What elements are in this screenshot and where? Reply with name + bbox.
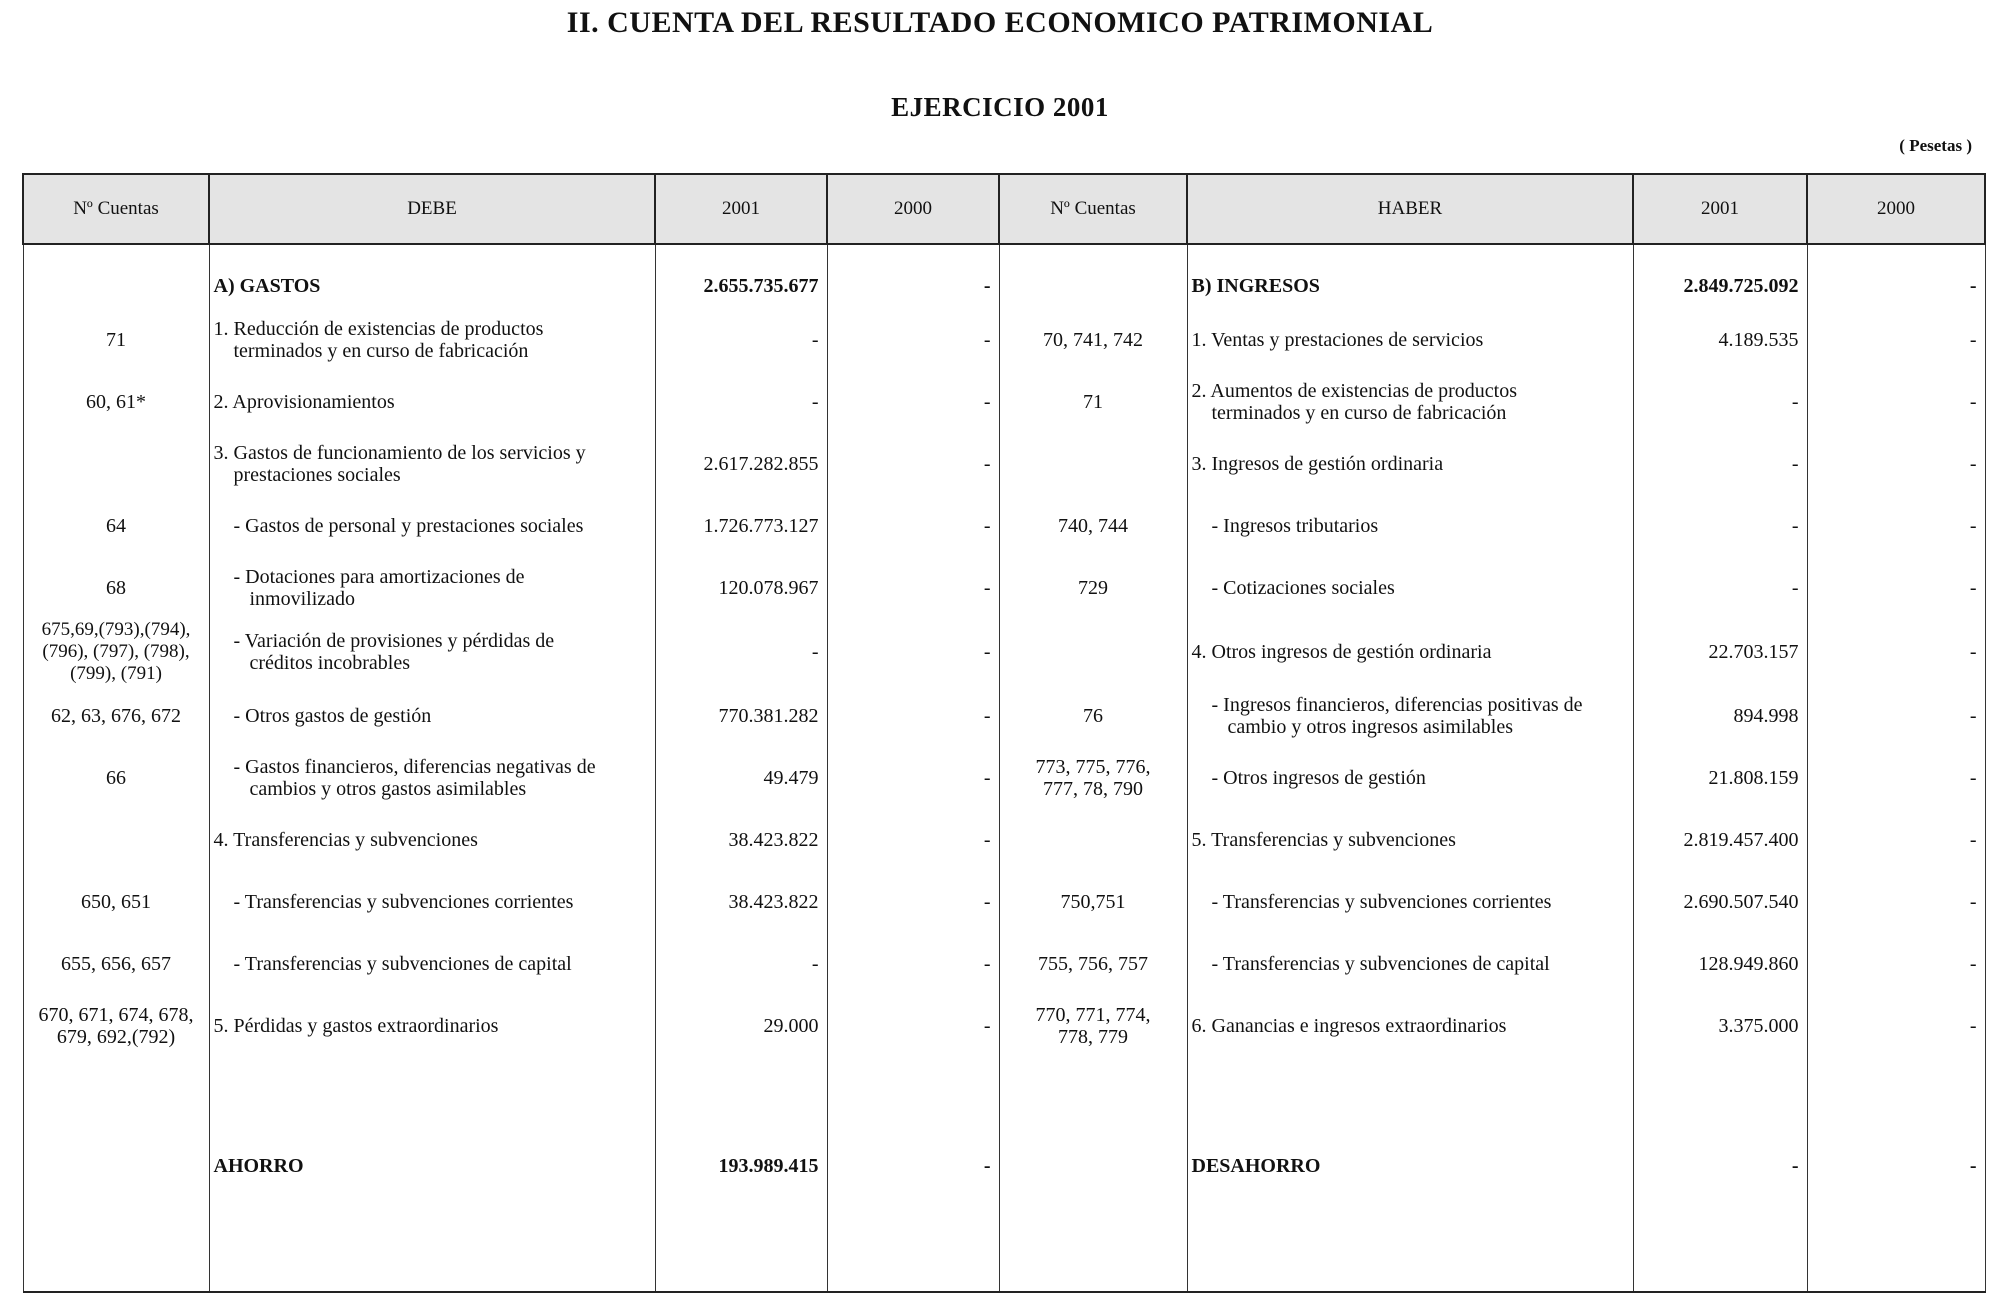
haber-2001-value: 2.690.507.540	[1633, 871, 1807, 933]
debe-label: - Transferencias y subvenciones de capital	[209, 933, 655, 995]
debe-2001-value: 120.078.967	[655, 557, 827, 619]
debe-2001-value: 2.617.282.855	[655, 433, 827, 495]
haber-2000-value: -	[1807, 433, 1985, 495]
haber-label: - Cotizaciones sociales	[1187, 557, 1633, 619]
header-haber-2000: 2000	[1807, 174, 1985, 244]
debe-2001-value: 38.423.822	[655, 809, 827, 871]
haber-label: 5. Transferencias y subvenciones	[1187, 809, 1633, 871]
haber-2001-value: 4.189.535	[1633, 309, 1807, 371]
debe-account: 62, 63, 676, 672	[23, 685, 209, 747]
haber-2001-value: 2.849.725.092	[1633, 263, 1807, 309]
haber-label: - Transferencias y subvenciones de capital	[1187, 933, 1633, 995]
debe-2001-value: 29.000	[655, 995, 827, 1057]
ahorro-2001-value: 193.989.415	[655, 1057, 827, 1181]
table-row	[23, 371, 1985, 433]
table-row	[23, 433, 1985, 495]
debe-label: 4. Transferencias y subvenciones	[209, 809, 655, 871]
debe-2000-value: -	[827, 371, 999, 433]
haber-2000-value: -	[1807, 871, 1985, 933]
debe-label: - Transferencias y subvenciones corrientes	[209, 871, 655, 933]
haber-account: 740, 744	[999, 495, 1187, 557]
debe-account: 60, 61*	[23, 371, 209, 433]
debe-2000-value: -	[827, 809, 999, 871]
haber-label: - Ingresos financieros, diferencias positivas de cambio y otros ingresos asimilables	[1187, 685, 1633, 747]
haber-account: 755, 756, 757	[999, 933, 1187, 995]
debe-2000-value: -	[827, 747, 999, 809]
desahorro-label: DESAHORRO	[1187, 1057, 1633, 1181]
debe-2000-value: -	[827, 433, 999, 495]
report-subtitle: EJERCICIO 2001	[891, 92, 1109, 122]
ahorro-label: AHORRO	[209, 1057, 655, 1181]
haber-2001-value: 21.808.159	[1633, 747, 1807, 809]
debe-2000-value: -	[827, 995, 999, 1057]
debe-2001-value: 49.479	[655, 747, 827, 809]
table-row	[23, 1057, 1985, 1181]
debe-label: 2. Aprovisionamientos	[209, 371, 655, 433]
haber-2001-value: -	[1633, 371, 1807, 433]
haber-2001-value: -	[1633, 495, 1807, 557]
debe-label: A) GASTOS	[209, 263, 655, 309]
debe-2000-value: -	[827, 495, 999, 557]
table-row	[23, 747, 1985, 809]
debe-label: 3. Gastos de funcionamiento de los servicios y prestaciones sociales	[209, 433, 655, 495]
debe-account: 71	[23, 309, 209, 371]
currency-units: ( Pesetas )	[1899, 136, 1972, 155]
haber-account: 729	[999, 557, 1187, 619]
haber-account: 76	[999, 685, 1187, 747]
haber-label: 2. Aumentos de existencias de productos terminados y en curso de fabricación	[1187, 371, 1633, 433]
haber-2001-value: 3.375.000	[1633, 995, 1807, 1057]
haber-2000-value: -	[1807, 309, 1985, 371]
header-haber: HABER	[1187, 174, 1633, 244]
debe-2000-value: -	[827, 263, 999, 309]
debe-2000-value: -	[827, 557, 999, 619]
debe-account: 655, 656, 657	[23, 933, 209, 995]
haber-label: 6. Ganancias e ingresos extraordinarios	[1187, 995, 1633, 1057]
haber-account: 750,751	[999, 871, 1187, 933]
debe-account	[23, 433, 209, 495]
debe-2001-value: -	[655, 933, 827, 995]
haber-2000-value: -	[1807, 495, 1985, 557]
debe-account: 68	[23, 557, 209, 619]
debe-2001-value: 1.726.773.127	[655, 495, 827, 557]
table-row	[23, 685, 1985, 747]
haber-2001-value: 2.819.457.400	[1633, 809, 1807, 871]
table-row	[23, 933, 1985, 995]
result-statement-table	[22, 173, 1986, 1293]
table-row	[23, 995, 1985, 1057]
haber-2001-value: 128.949.860	[1633, 933, 1807, 995]
debe-account: 675,69,(793),(794), (796), (797), (798), (799), (791)	[23, 619, 209, 685]
debe-label: - Gastos de personal y prestaciones sociales	[209, 495, 655, 557]
table-row	[23, 619, 1985, 685]
haber-2000-value: -	[1807, 557, 1985, 619]
debe-label: - Otros gastos de gestión	[209, 685, 655, 747]
haber-2001-value: 22.703.157	[1633, 619, 1807, 685]
header-row	[23, 174, 1985, 244]
debe-2000-value: -	[827, 933, 999, 995]
debe-2000-value: -	[827, 871, 999, 933]
haber-account: 770, 771, 774, 778, 779	[999, 995, 1187, 1057]
haber-account: 773, 775, 776, 777, 78, 790	[999, 747, 1187, 809]
debe-label: - Dotaciones para amortizaciones de inmovilizado	[209, 557, 655, 619]
debe-2001-value: -	[655, 619, 827, 685]
debe-account: 670, 671, 674, 678, 679, 692,(792)	[23, 995, 209, 1057]
debe-label: - Gastos financieros, diferencias negativas de cambios y otros gastos asimilables	[209, 747, 655, 809]
debe-2001-value: 770.381.282	[655, 685, 827, 747]
haber-2000-value: -	[1807, 371, 1985, 433]
haber-label: B) INGRESOS	[1187, 263, 1633, 309]
table-row	[23, 309, 1985, 371]
haber-account	[999, 619, 1187, 685]
haber-account	[999, 809, 1187, 871]
haber-2001-value: -	[1633, 433, 1807, 495]
haber-2000-value: -	[1807, 809, 1985, 871]
desahorro-2000-value: -	[1807, 1057, 1985, 1181]
table-row	[23, 871, 1985, 933]
haber-2001-value: -	[1633, 557, 1807, 619]
haber-account: 70, 741, 742	[999, 309, 1187, 371]
debe-account: 64	[23, 495, 209, 557]
desahorro-2001-value: -	[1633, 1057, 1807, 1181]
haber-label: 1. Ventas y prestaciones de servicios	[1187, 309, 1633, 371]
table-row	[23, 263, 1985, 309]
haber-2000-value: -	[1807, 263, 1985, 309]
haber-2000-value: -	[1807, 685, 1985, 747]
debe-2001-value: 2.655.735.677	[655, 263, 827, 309]
header-haber-accounts: Nº Cuentas	[999, 174, 1187, 244]
debe-account: 66	[23, 747, 209, 809]
header-debe-accounts: Nº Cuentas	[23, 174, 209, 244]
haber-label: 3. Ingresos de gestión ordinaria	[1187, 433, 1633, 495]
debe-2000-value: -	[827, 685, 999, 747]
debe-label: - Variación de provisiones y pérdidas de créditos incobrables	[209, 619, 655, 685]
haber-2000-value: -	[1807, 995, 1985, 1057]
haber-account	[999, 433, 1187, 495]
table-row	[23, 809, 1985, 871]
table-row	[23, 495, 1985, 557]
haber-account: 71	[999, 371, 1187, 433]
haber-label: 4. Otros ingresos de gestión ordinaria	[1187, 619, 1633, 685]
table-row	[23, 557, 1985, 619]
debe-2001-value: -	[655, 309, 827, 371]
debe-label: 1. Reducción de existencias de productos terminados y en curso de fabricación	[209, 309, 655, 371]
header-debe-2000: 2000	[827, 174, 999, 244]
haber-label: - Transferencias y subvenciones corrientes	[1187, 871, 1633, 933]
debe-2001-value: 38.423.822	[655, 871, 827, 933]
header-debe-2001: 2001	[655, 174, 827, 244]
ahorro-2000-value: -	[827, 1057, 999, 1181]
haber-label: - Ingresos tributarios	[1187, 495, 1633, 557]
haber-label: - Otros ingresos de gestión	[1187, 747, 1633, 809]
haber-2000-value: -	[1807, 619, 1985, 685]
debe-2000-value: -	[827, 619, 999, 685]
haber-2000-value: -	[1807, 747, 1985, 809]
header-haber-2001: 2001	[1633, 174, 1807, 244]
debe-account	[23, 809, 209, 871]
debe-2001-value: -	[655, 371, 827, 433]
debe-label: 5. Pérdidas y gastos extraordinarios	[209, 995, 655, 1057]
haber-2000-value: -	[1807, 933, 1985, 995]
header-debe: DEBE	[209, 174, 655, 244]
report-title: II. CUENTA DEL RESULTADO ECONOMICO PATRIMONIAL	[566, 6, 1434, 39]
debe-account: 650, 651	[23, 871, 209, 933]
debe-2000-value: -	[827, 309, 999, 371]
haber-2001-value: 894.998	[1633, 685, 1807, 747]
